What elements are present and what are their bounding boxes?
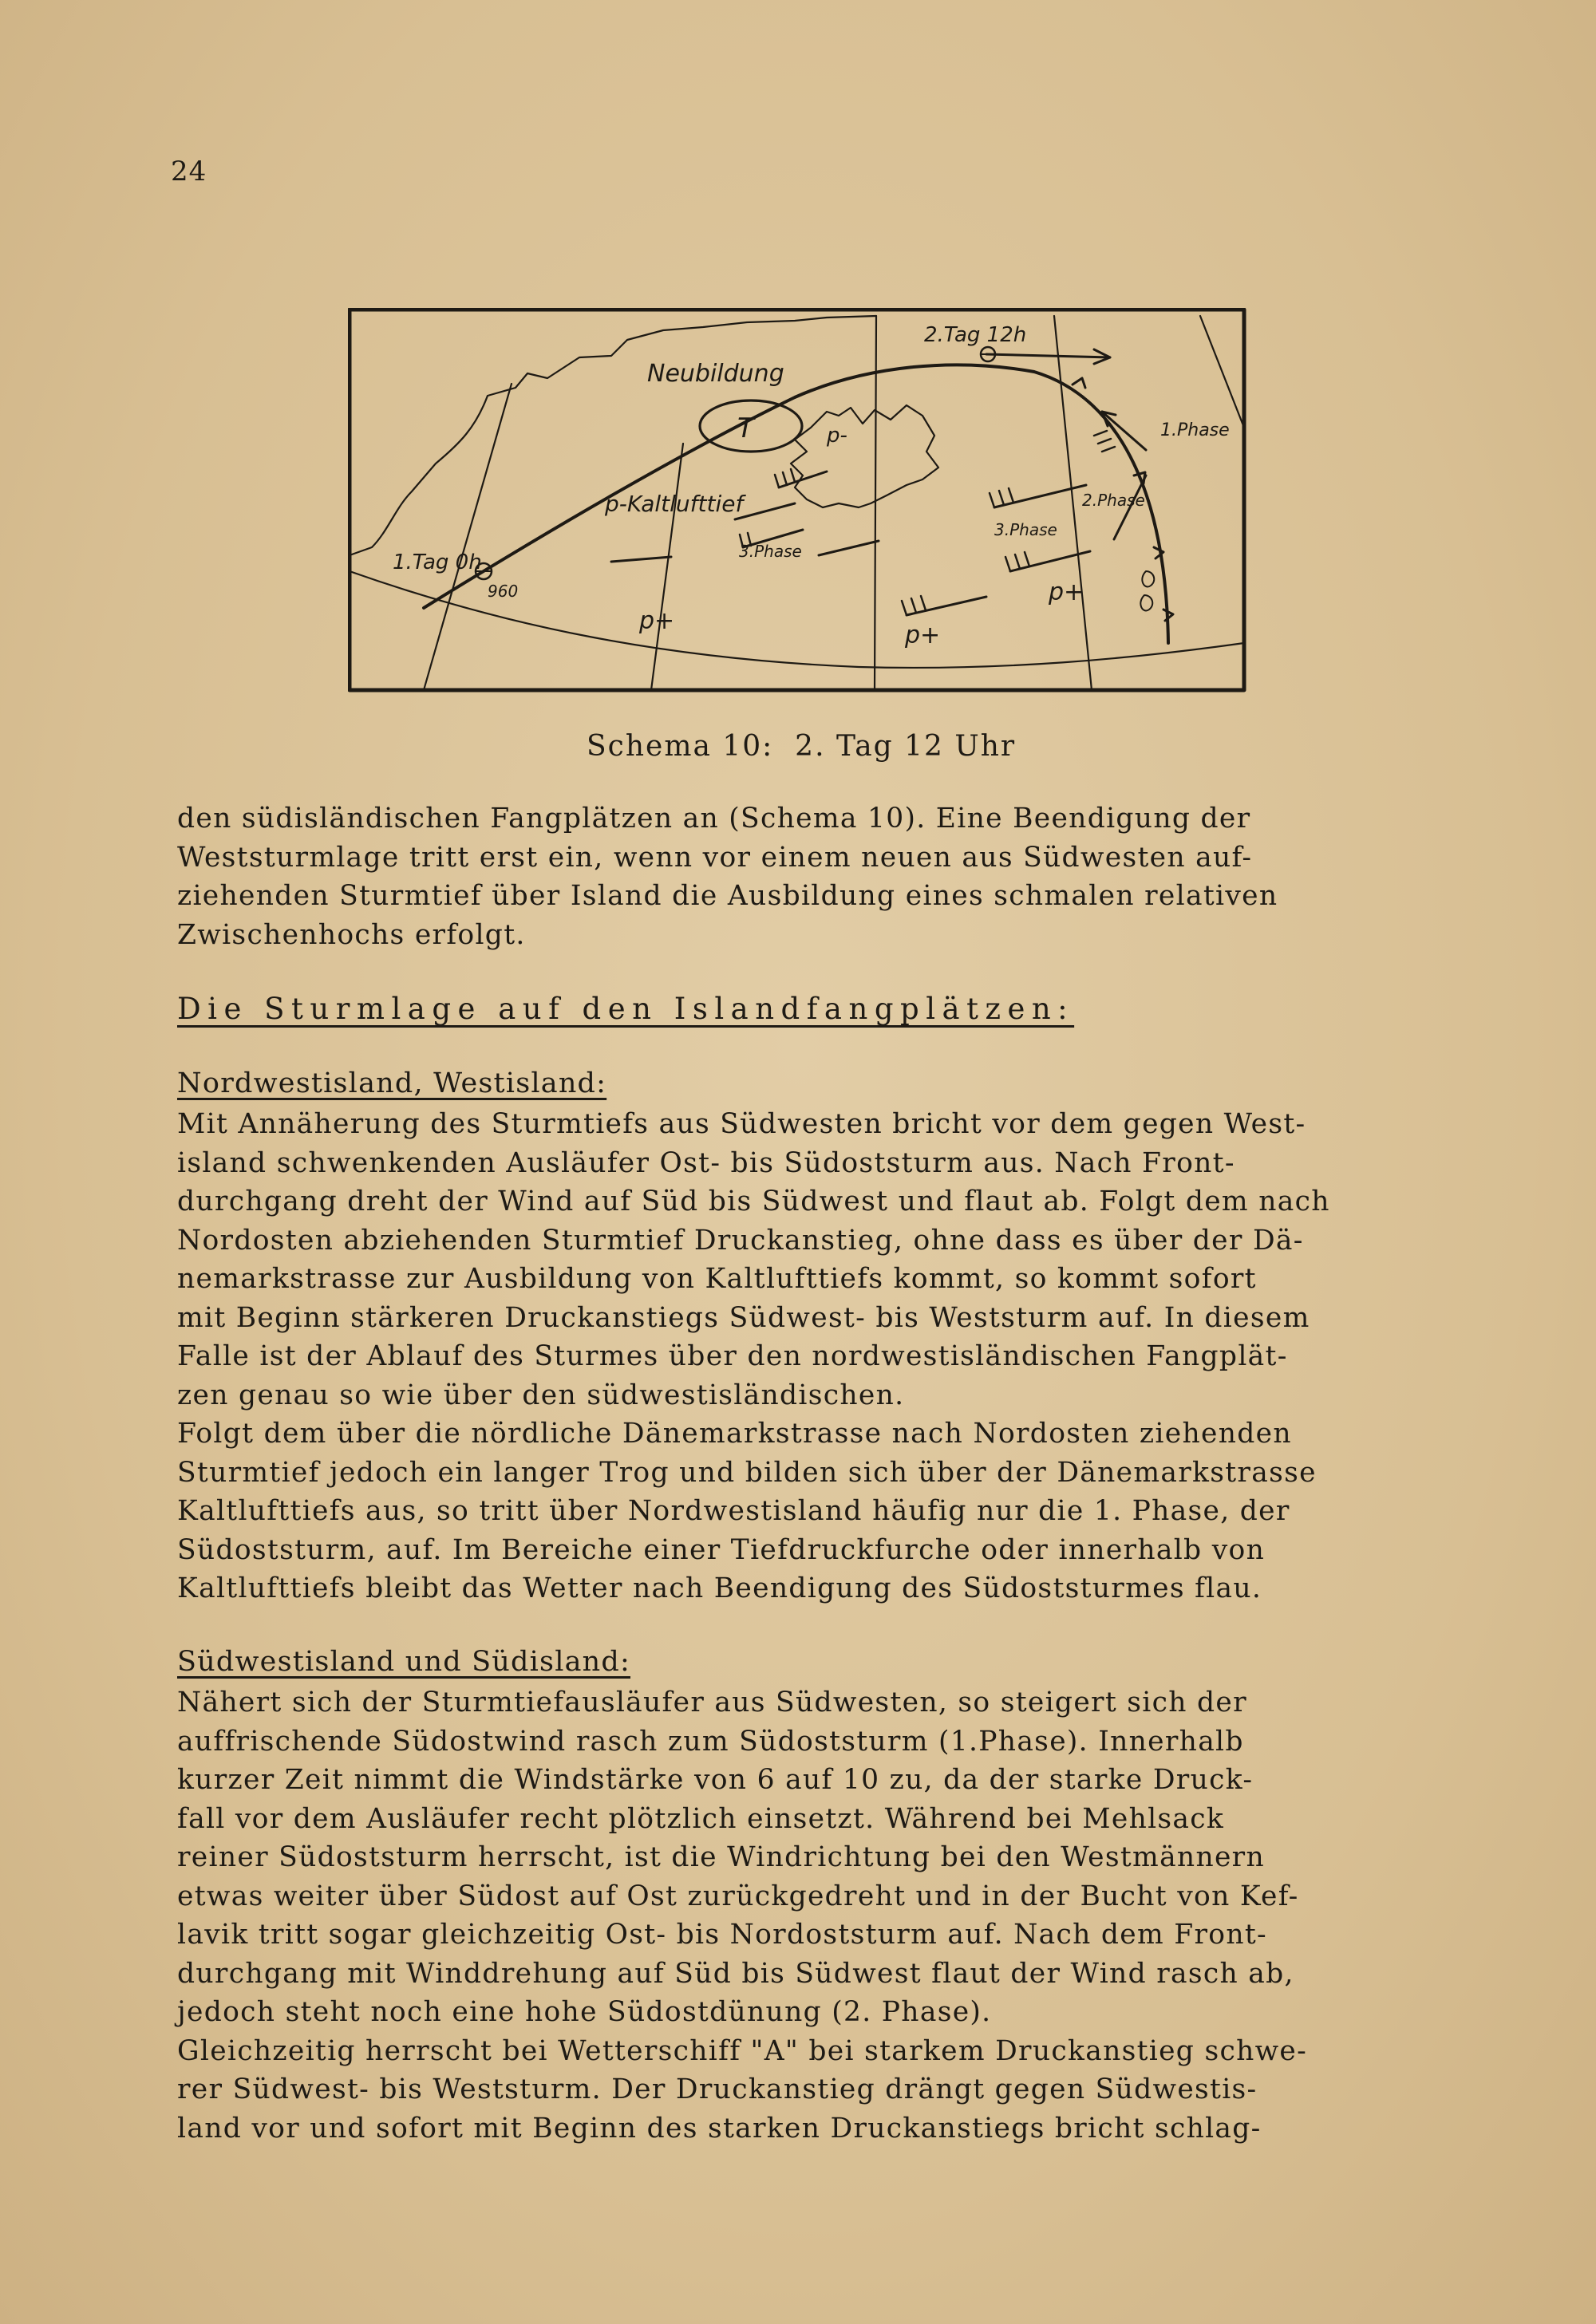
text-line: jedoch steht noch eine hohe Südostdünung (2. Phase). [177,1996,992,2028]
text-line: Mit Annäherung des Sturmtiefs aus Südwesten bricht vor dem gegen West- [177,1108,1306,1140]
text-line: durchgang mit Winddrehung auf Süd bis Südwest flaut der Wind rasch ab, [177,1957,1294,1990]
figure-caption: Schema 10: 2. Tag 12 Uhr [587,730,1017,763]
intro-paragraph [177,799,1470,954]
text-line: zen genau so wie über den südwestisländischen. [177,1379,905,1411]
label-p-minus: p- [827,424,847,448]
label-tag2: 2.Tag 12h [924,323,1027,347]
label-phase3-left: 3.Phase [739,542,802,561]
text-line: rer Südwest- bis Weststurm. Der Druckanstieg drängt gegen Südwestis- [177,2073,1258,2105]
text-line: Nordosten abziehenden Sturmtief Druckanstieg, ohne dass es über der Dä- [177,1224,1304,1257]
text-line: Zwischenhochs erfolgt. [177,918,526,951]
text-line: etwas weiter über Südost auf Ost zurückgedreht und in der Bucht von Kef- [177,1880,1299,1912]
sw-section-body [177,1683,1470,2148]
text-line: Kaltlufttiefs aus, so tritt über Nordwestisland häufig nur die 1. Phase, der [177,1495,1290,1527]
label-neubildung: Neubildung [647,360,784,388]
text-line: kurzer Zeit nimmt die Windstärke von 6 auf 10 zu, da der starke Druck- [177,1764,1254,1796]
label-phase1: 1.Phase [1160,420,1230,440]
sw-section-heading: Südwestisland und Südisland: [177,1646,630,1678]
grid-line [1200,316,1244,428]
nw-section-heading: Nordwestisland, Westisland: [177,1067,607,1099]
text-line: den südisländischen Fangplätzen an (Schema 10). Eine Beendigung der [177,803,1251,835]
label-tag1: 1.Tag 0h [393,550,482,574]
text-line: Gleichzeitig herrscht bei Wetterschiff "A" bei starkem Druckanstieg schwe- [177,2034,1308,2067]
label-p-plus-center: p+ [905,621,941,649]
text-line: Falle ist der Ablauf des Sturmes über den nordwestisländischen Fangplät- [177,1340,1288,1372]
text-line: land vor und sofort mit Beginn des starken Druckanstiegs bricht schlag- [177,2112,1262,2144]
label-phase3-center: 3.Phase [994,520,1057,539]
wind-arrow [907,597,986,615]
label-kaltlufttief: p-Kaltlufttief [605,491,744,517]
nw-section-body [177,1105,1470,1608]
page-number: 24 [171,156,207,187]
wind-arrow [611,557,671,562]
wind-barbs [1094,431,1115,452]
text-line: nemarkstrasse zur Ausbildung von Kaltlufttiefs kommt, so kommt sofort [177,1263,1257,1295]
text-line: island schwenkenden Ausläufer Ost- bis Südoststurm aus. Nach Front- [177,1146,1235,1179]
text-line: reiner Südoststurm herrscht, ist die Windrichtung bei den Westmännern [177,1841,1265,1873]
label-phase2: 2.Phase [1082,491,1145,510]
grid-line [651,444,683,690]
label-p-plus-right: p+ [1049,578,1084,606]
weather-map-figure [348,308,1246,692]
text-line: Folgt dem über die nördliche Dänemarkstrasse nach Nordosten ziehenden [177,1418,1292,1450]
island-outline [1142,571,1154,586]
text-line: Nähert sich der Sturmtiefausläufer aus Südwesten, so steigert sich der [177,1687,1247,1718]
text-line: durchgang dreht der Wind auf Süd bis Südwest und flaut ab. Folgt dem nach [177,1186,1330,1217]
text-line: mit Beginn stärkeren Druckanstiegs Südwest- bis Weststurm auf. In diesem [177,1301,1310,1334]
label-pressure: 960 [488,582,519,601]
text-line: auffrischende Südostwind rasch zum Südoststurm (1.Phase). Innerhalb [177,1725,1244,1758]
grid-line [350,571,1244,668]
text-line: Kaltlufttiefs bleibt das Wetter nach Beendigung des Südoststurmes flau. [177,1572,1262,1604]
front-barb [1073,378,1085,388]
island-outline [1140,595,1152,610]
wind-arrow [819,541,879,555]
text-line: fall vor dem Ausläufer recht plötzlich einsetzt. Während bei Mehlsack [177,1802,1225,1835]
text-line: ziehenden Sturmtief über Island die Ausbildung eines schmalen relativen [177,880,1278,912]
iceland-coast [791,405,938,507]
section-heading: Die Sturmlage auf den Islandfangplätzen: [177,992,1075,1026]
text-line: lavik tritt sogar gleichzeitig Ost- bis Nordoststurm auf. Nach dem Front- [177,1919,1268,1951]
grid-line [424,384,512,690]
track-arrow [986,354,1110,357]
label-low: T [737,412,754,444]
text-line: Sturmtief jedoch ein langer Trog und bilden sich über der Dänemarkstrasse [177,1456,1317,1489]
text-line: Weststurmlage tritt erst ein, wenn vor einem neuen aus Südwesten auf- [177,841,1253,874]
wind-arrow [735,503,795,519]
label-p-plus-left: p+ [639,607,675,635]
text-line: Südoststurm, auf. Im Bereiche einer Tiefdruckfurche oder innerhalb von [177,1533,1266,1566]
